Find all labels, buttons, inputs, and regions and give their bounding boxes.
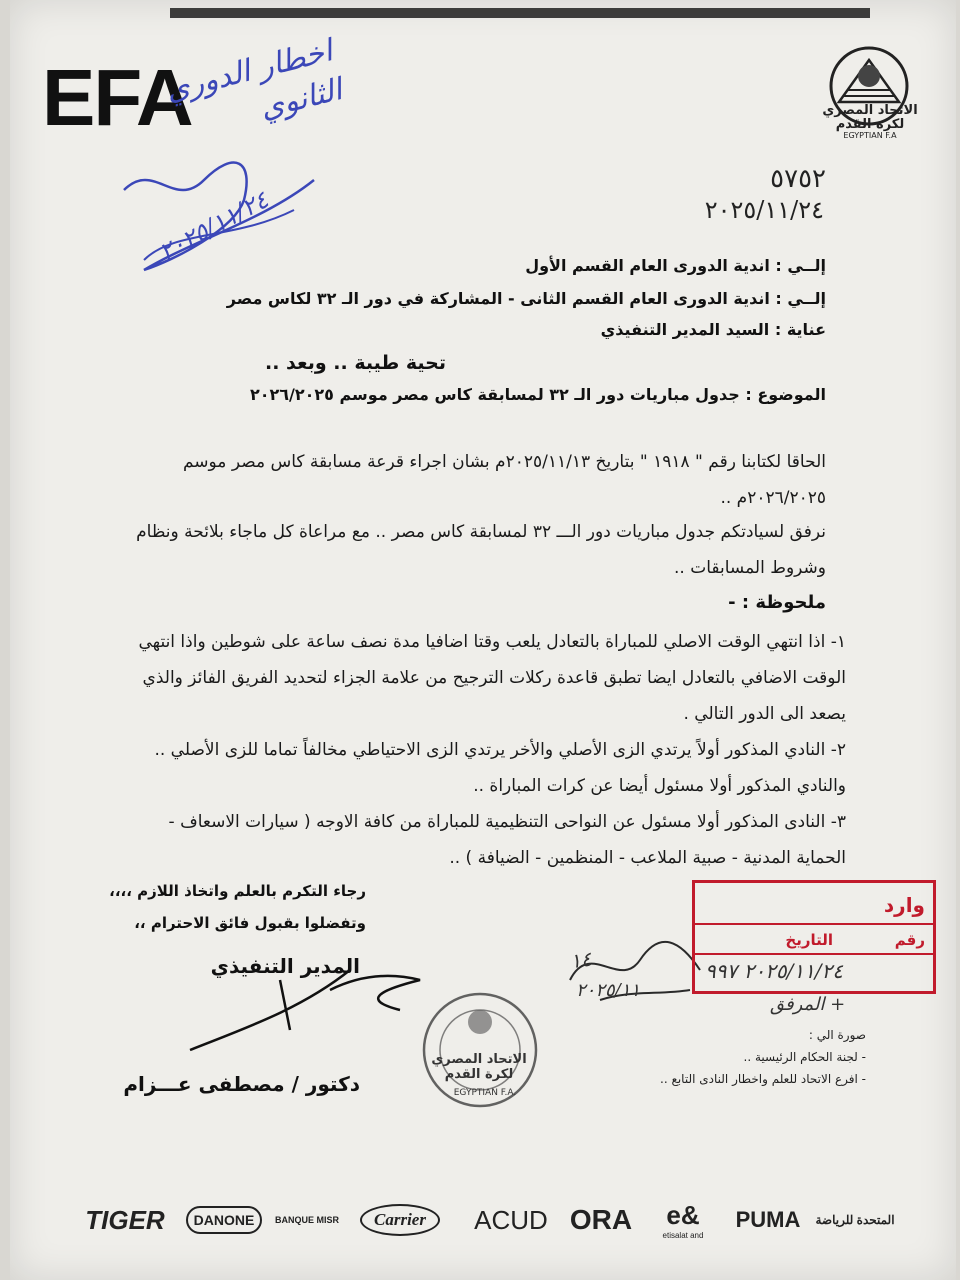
sponsor-puma: PUMA [735, 1207, 801, 1232]
signatory-title: المدير التنفيذي [210, 954, 360, 978]
attachments-handwriting: + المرفق [770, 994, 846, 1015]
closing-1: رجاء التكرم بالعلم واتخاذ اللازم ،،،، [109, 882, 366, 900]
subject-line [126, 385, 826, 404]
round-stamp-caption: الاتحاد المصري لكرة القدم [431, 1052, 527, 1082]
etisalat-label: e& [666, 1200, 700, 1230]
incoming-stamp [692, 880, 936, 994]
to-1-text: اندية الدورى العام القسم الأول [525, 256, 770, 275]
carrier-label: Carrier [360, 1204, 440, 1236]
greeting: تحية طيبة .. وبعد .. [264, 352, 446, 374]
to-2-text: اندية الدورى العام القسم الثانى - المشاركة في دور الـ ٣٢ لكاس مصر [226, 289, 770, 308]
sponsor-acud: ACUD [474, 1204, 548, 1235]
to-label: إلــي : [775, 289, 826, 308]
sponsor-carrier [350, 1196, 450, 1244]
note-1 [126, 624, 846, 732]
danone-label: DANONE [186, 1206, 263, 1234]
addressee-1 [126, 256, 826, 275]
reference-number: ٥٧٥٢ [770, 164, 826, 194]
note-1-number: ١- [830, 632, 846, 652]
handwritten-note: اخطار الدوري الثانوي [162, 33, 346, 127]
sponsor-strip [80, 1196, 900, 1244]
etisalat-sub: etisalat and [662, 1231, 704, 1240]
note-heading: ملحوظة : - [728, 592, 826, 613]
cc-list [546, 1024, 866, 1090]
to-label: إلــي : [775, 256, 826, 275]
sponsor-ora: ORA [569, 1204, 633, 1235]
sponsor-united: المتحدة للرياضة [815, 1213, 895, 1227]
subject-text: جدول مباريات دور الـ ٣٢ لمسابقة كاس مصر موسم ٢٠٢٦/٢٠٢٥ [249, 385, 740, 404]
signatory-name: دكتور / مصطفى عـــزام [123, 1072, 360, 1096]
stamp-side-date: ٢٠٢٥/١١ [576, 980, 641, 1001]
stamp-number-label: رقم [894, 931, 925, 949]
note-1-text: اذا انتهي الوقت الاصلي للمباراة بالتعادل يلعب وقتا اضافيا مدة نصف ساعة على شوطين واذا انتهي الوقت الاضافي بالتعادل ايضا تطبق قاعدة ركلات الترجيح من علامة الجزاء لتحديد الفريق الفائز والذي يصعد الى الدور التالي . [138, 632, 846, 724]
stamp-date-label: التاريخ [785, 931, 833, 949]
efa-logo: EFA [42, 53, 192, 142]
stamp-title: وارد [883, 893, 925, 917]
note-3-number: ٣- [830, 812, 846, 832]
sponsor-tiger: TIGER [85, 1204, 165, 1235]
emblem-english: EGYPTIAN F.A [843, 131, 897, 140]
attention-line [126, 320, 826, 339]
attn-text: السيد المدير التنفيذي [600, 320, 770, 339]
stamp-values: ٢٠٢٥/١١/٢٤ ٩٩٧ [705, 959, 844, 983]
sponsor-etisalat [648, 1196, 718, 1244]
stamp-side-number: ١٤ [568, 946, 594, 974]
subject-label: الموضوع : [745, 385, 826, 404]
reference-date: ٢٠٢٥/١١/٢٤ [704, 196, 824, 224]
attn-label: عناية : [774, 320, 826, 339]
signature-icon [180, 940, 440, 1060]
letter-page [10, 0, 956, 1280]
cc-heading: صورة الي : [808, 1028, 866, 1042]
handwritten-date: ٢٠٢٥/١١/٢٤ [154, 185, 273, 267]
closing-2: وتفضلوا بقبول فائق الاحترام ،، [134, 914, 366, 932]
paragraph-2: نرفق لسيادتكم جدول مباريات دور الـــ ٣٢ لمسابقة كاس مصر .. مع مراعاة كل ماجاء بلائحة ونظام وشروط المسابقات .. [136, 522, 826, 578]
addressee-2 [126, 289, 826, 308]
note-2-number: ٢- [830, 740, 846, 760]
cc-item: - لجنة الحكام الرئيسية .. [743, 1050, 866, 1064]
cc-item: - افرع الاتحاد للعلم واخطار النادى التابع .. [660, 1072, 866, 1086]
note-2 [126, 732, 846, 804]
round-stamp-english: EGYPTIAN F.A. [453, 1088, 517, 1098]
paper-top-edge [170, 8, 870, 38]
note-3-text: النادى المذكور أولا مسئول عن النواحى التنظيمية للمباراة من كافة الاوجه ( سيارات الاسعاف - الحماية المدنية - صبية الملاعب - المنظمين - الضيافة ) .. [168, 812, 846, 868]
note-2-text: النادي المذكور أولاً يرتدي الزى الأصلي والأخر يرتدي الزى الاحتياطي مخالفاً تماما للزى الأصلي .. والنادي المذكور أولا مسئول أيضا عن كرات المباراة .. [154, 740, 846, 796]
emblem-caption: الاتحاد المصري لكرة القدم [822, 103, 918, 132]
paragraph-1: الحاقا لكتابنا رقم " ١٩١٨ " بتاريخ ٢٠٢٥/١١/١٣م بشان اجراء قرعة مسابقة كاس مصر موسم ٢٠٢٦/٢٠٢٥م .. [182, 452, 826, 508]
sponsor-banque-misr [272, 1196, 342, 1244]
sponsor-danone [184, 1196, 264, 1244]
banque-misr-label: BANQUE MISR [274, 1215, 339, 1225]
note-3 [126, 804, 846, 876]
